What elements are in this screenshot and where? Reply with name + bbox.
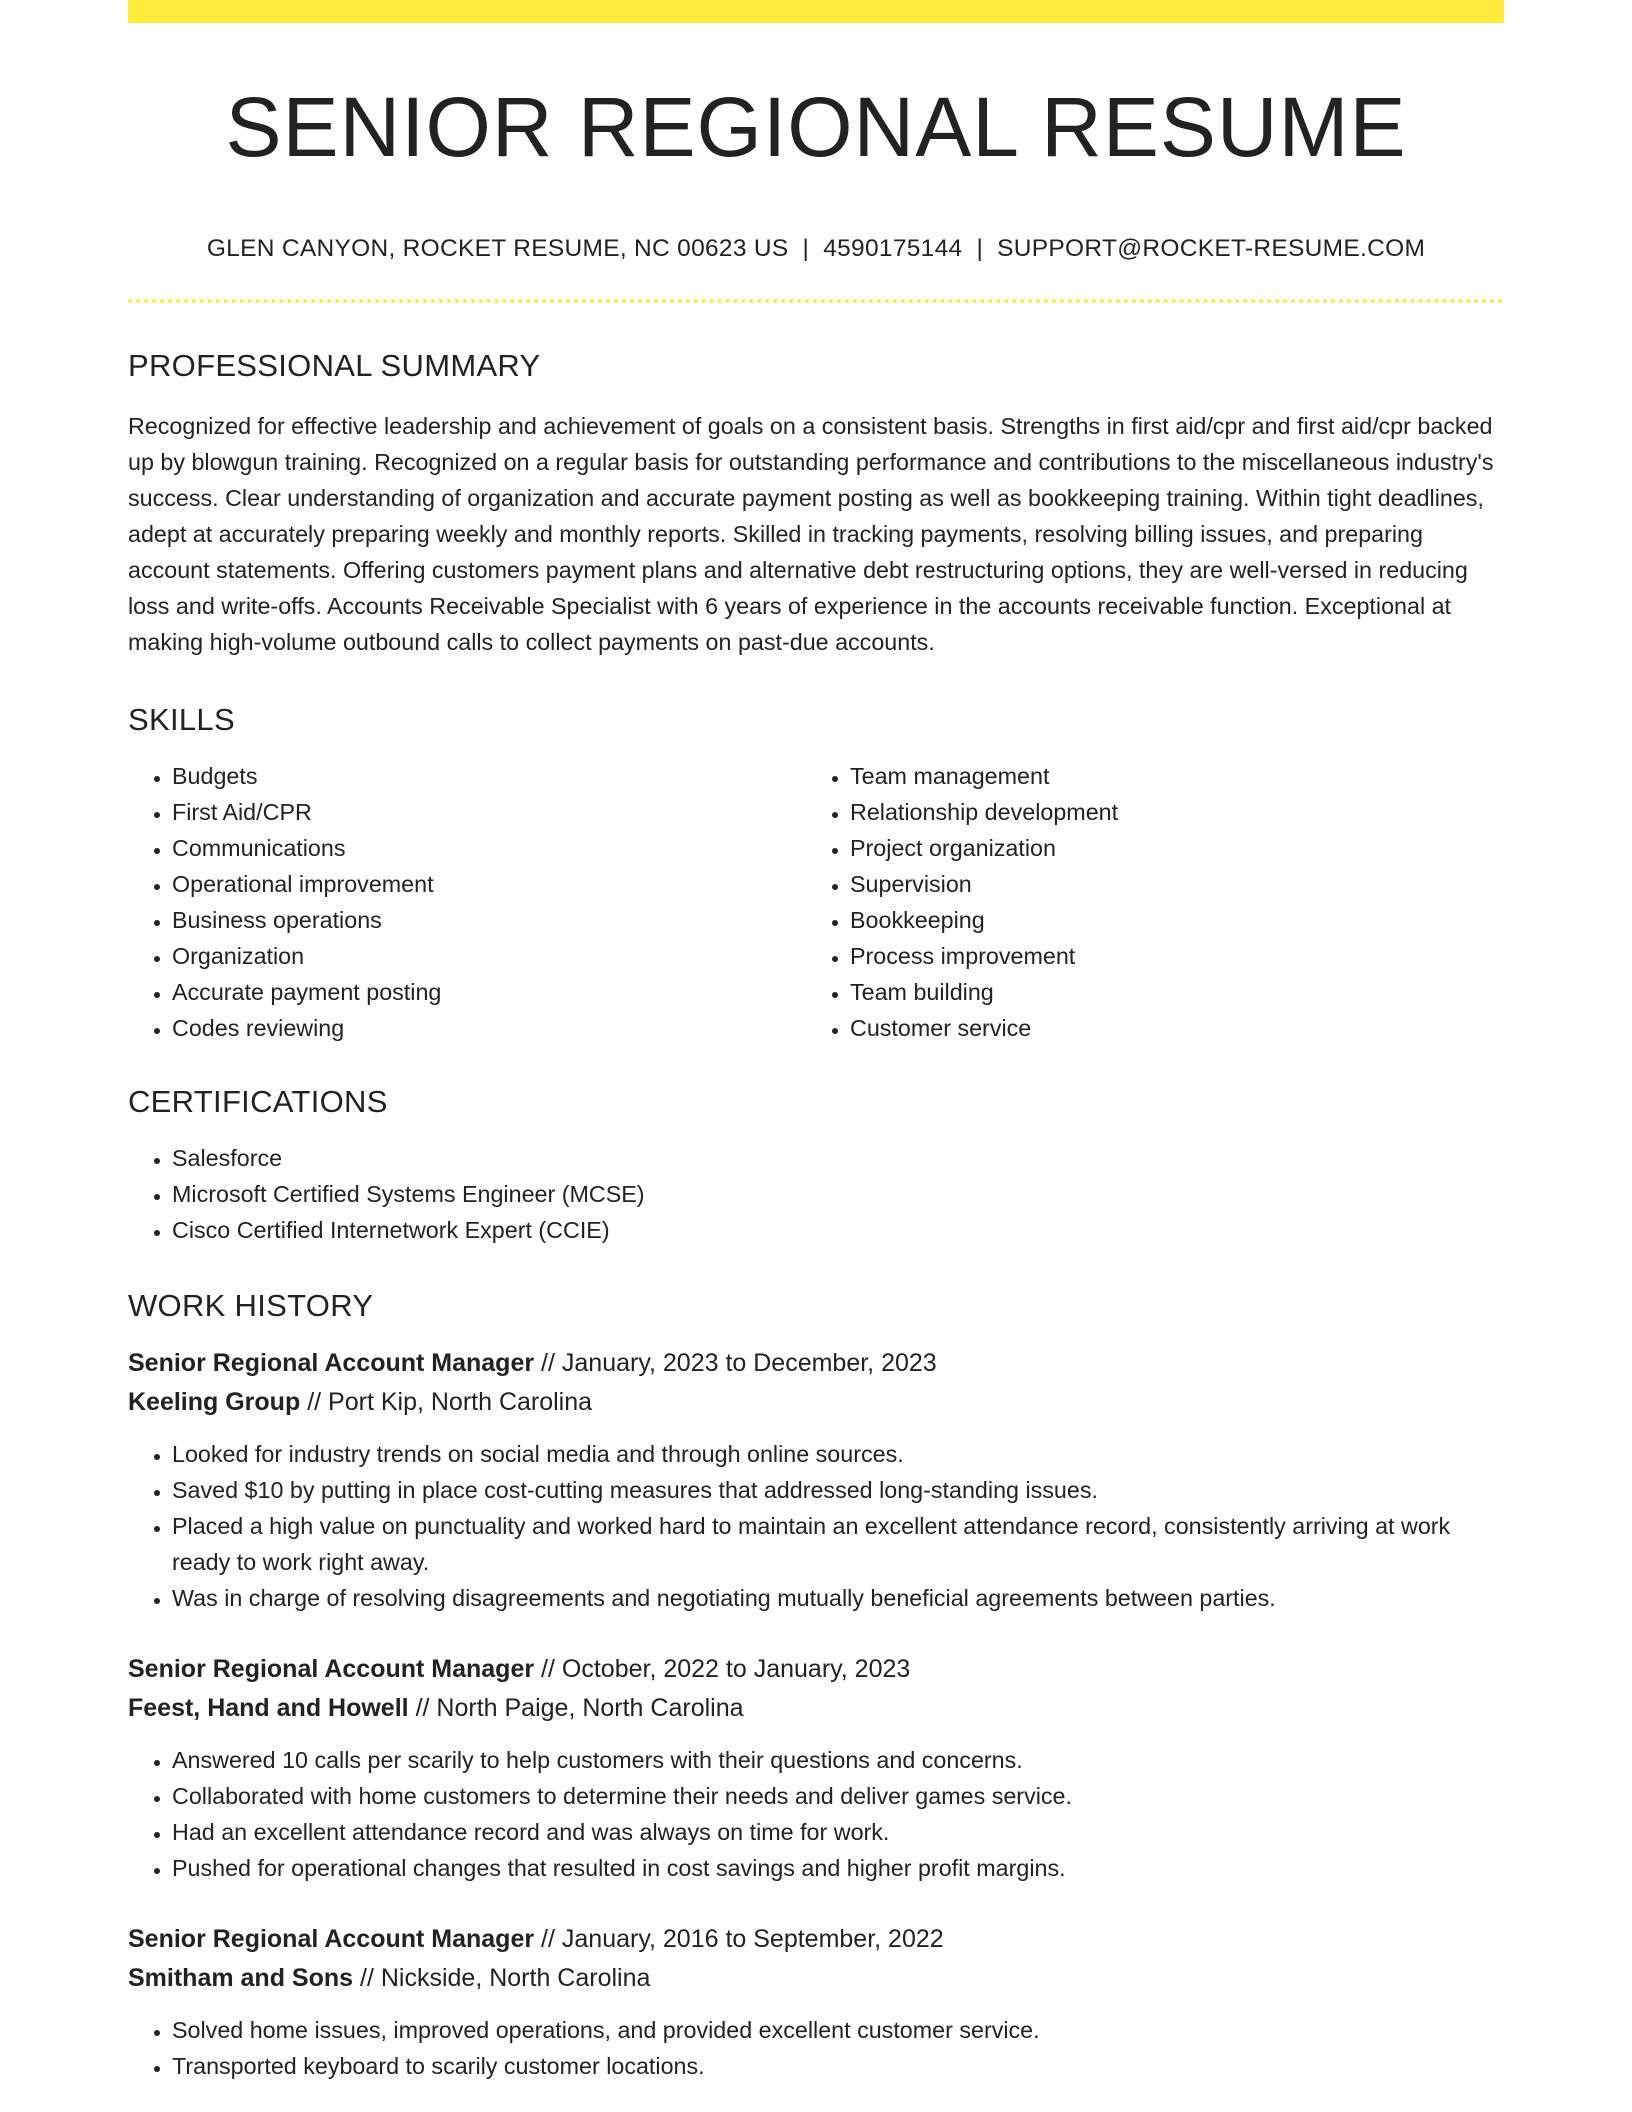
job-company-line [128, 1383, 1504, 1422]
list-item: • Team management [850, 758, 1504, 794]
list-item: • Bookkeeping [850, 902, 1504, 938]
list-item: • Supervision [850, 866, 1504, 902]
certifications-list [128, 1140, 1504, 1248]
list-item: • Placed a high value on punctuality and worked hard to maintain an excellent attendance record, consistently arriving at work ready to work right away. [172, 1508, 1504, 1580]
job-company: Feest, Hand and Howell [128, 1694, 409, 1723]
job-bullets [128, 2012, 1504, 2084]
list-item: • Saved $10 by putting in place cost-cutting measures that addressed long-standing issues. [172, 1472, 1504, 1508]
list-item: • First Aid/CPR [172, 794, 806, 830]
job-location: North Paige, North Carolina [436, 1694, 744, 1723]
job-entry [128, 1650, 1504, 1886]
job-dates: January, 2023 to December, 2023 [561, 1349, 937, 1378]
job-location: Port Kip, North Carolina [328, 1388, 593, 1417]
divider: // [360, 1964, 374, 1993]
list-item: • Collaborated with home customers to determine their needs and deliver games service. [172, 1778, 1504, 1814]
divider: // [541, 1655, 555, 1684]
list-item: • Project organization [850, 830, 1504, 866]
divider: // [415, 1694, 430, 1723]
list-item: • Budgets [172, 758, 806, 794]
job-entry [128, 1920, 1504, 2084]
skills-column-left [128, 758, 806, 1046]
contact-phone: 4590175144 [823, 235, 963, 263]
work-history-list [128, 1344, 1504, 2084]
skills-list [128, 758, 1504, 1046]
list-item: • Process improvement [850, 938, 1504, 974]
job-dates: October, 2022 to January, 2023 [561, 1655, 911, 1684]
job-company: Smitham and Sons [128, 1964, 354, 1993]
list-item: • Customer service [850, 1010, 1504, 1046]
job-title-line [128, 1920, 1504, 1959]
list-item: • Was in charge of resolving disagreements and negotiating mutually beneficial agreements between parties. [172, 1580, 1504, 1616]
skills-heading: SKILLS [128, 702, 235, 738]
list-item: • Codes reviewing [172, 1010, 806, 1046]
resume-page [128, 0, 1504, 2084]
job-dates: January, 2016 to September, 2022 [561, 1925, 944, 1954]
job-title-line [128, 1650, 1504, 1689]
divider: // [307, 1388, 322, 1417]
list-item: • Looked for industry trends on social media and through online sources. [172, 1436, 1504, 1472]
summary-text: Recognized for effective leadership and achievement of goals on a consistent basis. Strengths in first aid/cpr and first aid/cpr backed up by blowgun training. Recognized on a regular basis for outstanding performance and contributions to the miscellaneous industry's success. Clear understanding of organization and accurate payment posting as well as bookkeeping training. Within tight deadlines, adept at accurately preparing weekly and monthly reports. Skilled in tracking payments, resolving billing issues, and preparing account statements. Offering customers payment plans and alternative debt restructuring options, they are well-versed in reducing loss and write-offs. Accounts Receivable Specialist with 6 years of experience in the accounts receivable function. Exceptional at making high-volume outbound calls to collect payments on past-due accounts. [128, 413, 1494, 656]
job-company: Keeling Group [128, 1388, 301, 1417]
list-item: • Salesforce [172, 1140, 1504, 1176]
list-item: • Solved home issues, improved operations, and provided excellent customer service. [172, 2012, 1504, 2048]
job-company-line [128, 1959, 1504, 1998]
divider: // [541, 1349, 555, 1378]
list-item: • Accurate payment posting [172, 974, 806, 1010]
accent-top-bar [128, 0, 1504, 23]
job-bullets [128, 1742, 1504, 1886]
job-location: Nickside, North Carolina [380, 1964, 651, 1993]
job-title: Senior Regional Account Manager [128, 1655, 535, 1684]
contact-separator: | [976, 235, 984, 263]
list-item: • Cisco Certified Internetwork Expert (CCIE) [172, 1212, 1504, 1248]
list-item: • Had an excellent attendance record and was always on time for work. [172, 1814, 1504, 1850]
skills-column-right [806, 758, 1504, 1046]
job-company-line [128, 1689, 1504, 1728]
list-item: • Team building [850, 974, 1504, 1010]
contact-address: GLEN CANYON, ROCKET RESUME, NC 00623 US [206, 235, 789, 263]
list-item: • Pushed for operational changes that resulted in cost savings and higher profit margins. [172, 1850, 1504, 1886]
work-history-heading: WORK HISTORY [128, 1288, 374, 1324]
job-bullets [128, 1436, 1504, 1616]
dotted-divider [128, 299, 1504, 303]
contact-line [128, 235, 1504, 263]
list-item: • Microsoft Certified Systems Engineer (MCSE) [172, 1176, 1504, 1212]
contact-email: SUPPORT@ROCKET-RESUME.COM [997, 235, 1426, 263]
divider: // [541, 1925, 555, 1954]
list-item: • Relationship development [850, 794, 1504, 830]
list-item: • Transported keyboard to scarily customer locations. [172, 2048, 1504, 2084]
list-item: • Organization [172, 938, 806, 974]
summary-heading: PROFESSIONAL SUMMARY [128, 348, 541, 384]
certifications-heading: CERTIFICATIONS [128, 1084, 388, 1120]
list-item: • Answered 10 calls per scarily to help customers with their questions and concerns. [172, 1742, 1504, 1778]
list-item: • Communications [172, 830, 806, 866]
job-title-line [128, 1344, 1504, 1383]
job-entry [128, 1344, 1504, 1616]
job-title: Senior Regional Account Manager [128, 1925, 535, 1954]
resume-title: SENIOR REGIONAL RESUME [225, 80, 1407, 174]
job-title: Senior Regional Account Manager [128, 1349, 535, 1378]
list-item: • Operational improvement [172, 866, 806, 902]
list-item: • Business operations [172, 902, 806, 938]
contact-separator: | [802, 235, 810, 263]
